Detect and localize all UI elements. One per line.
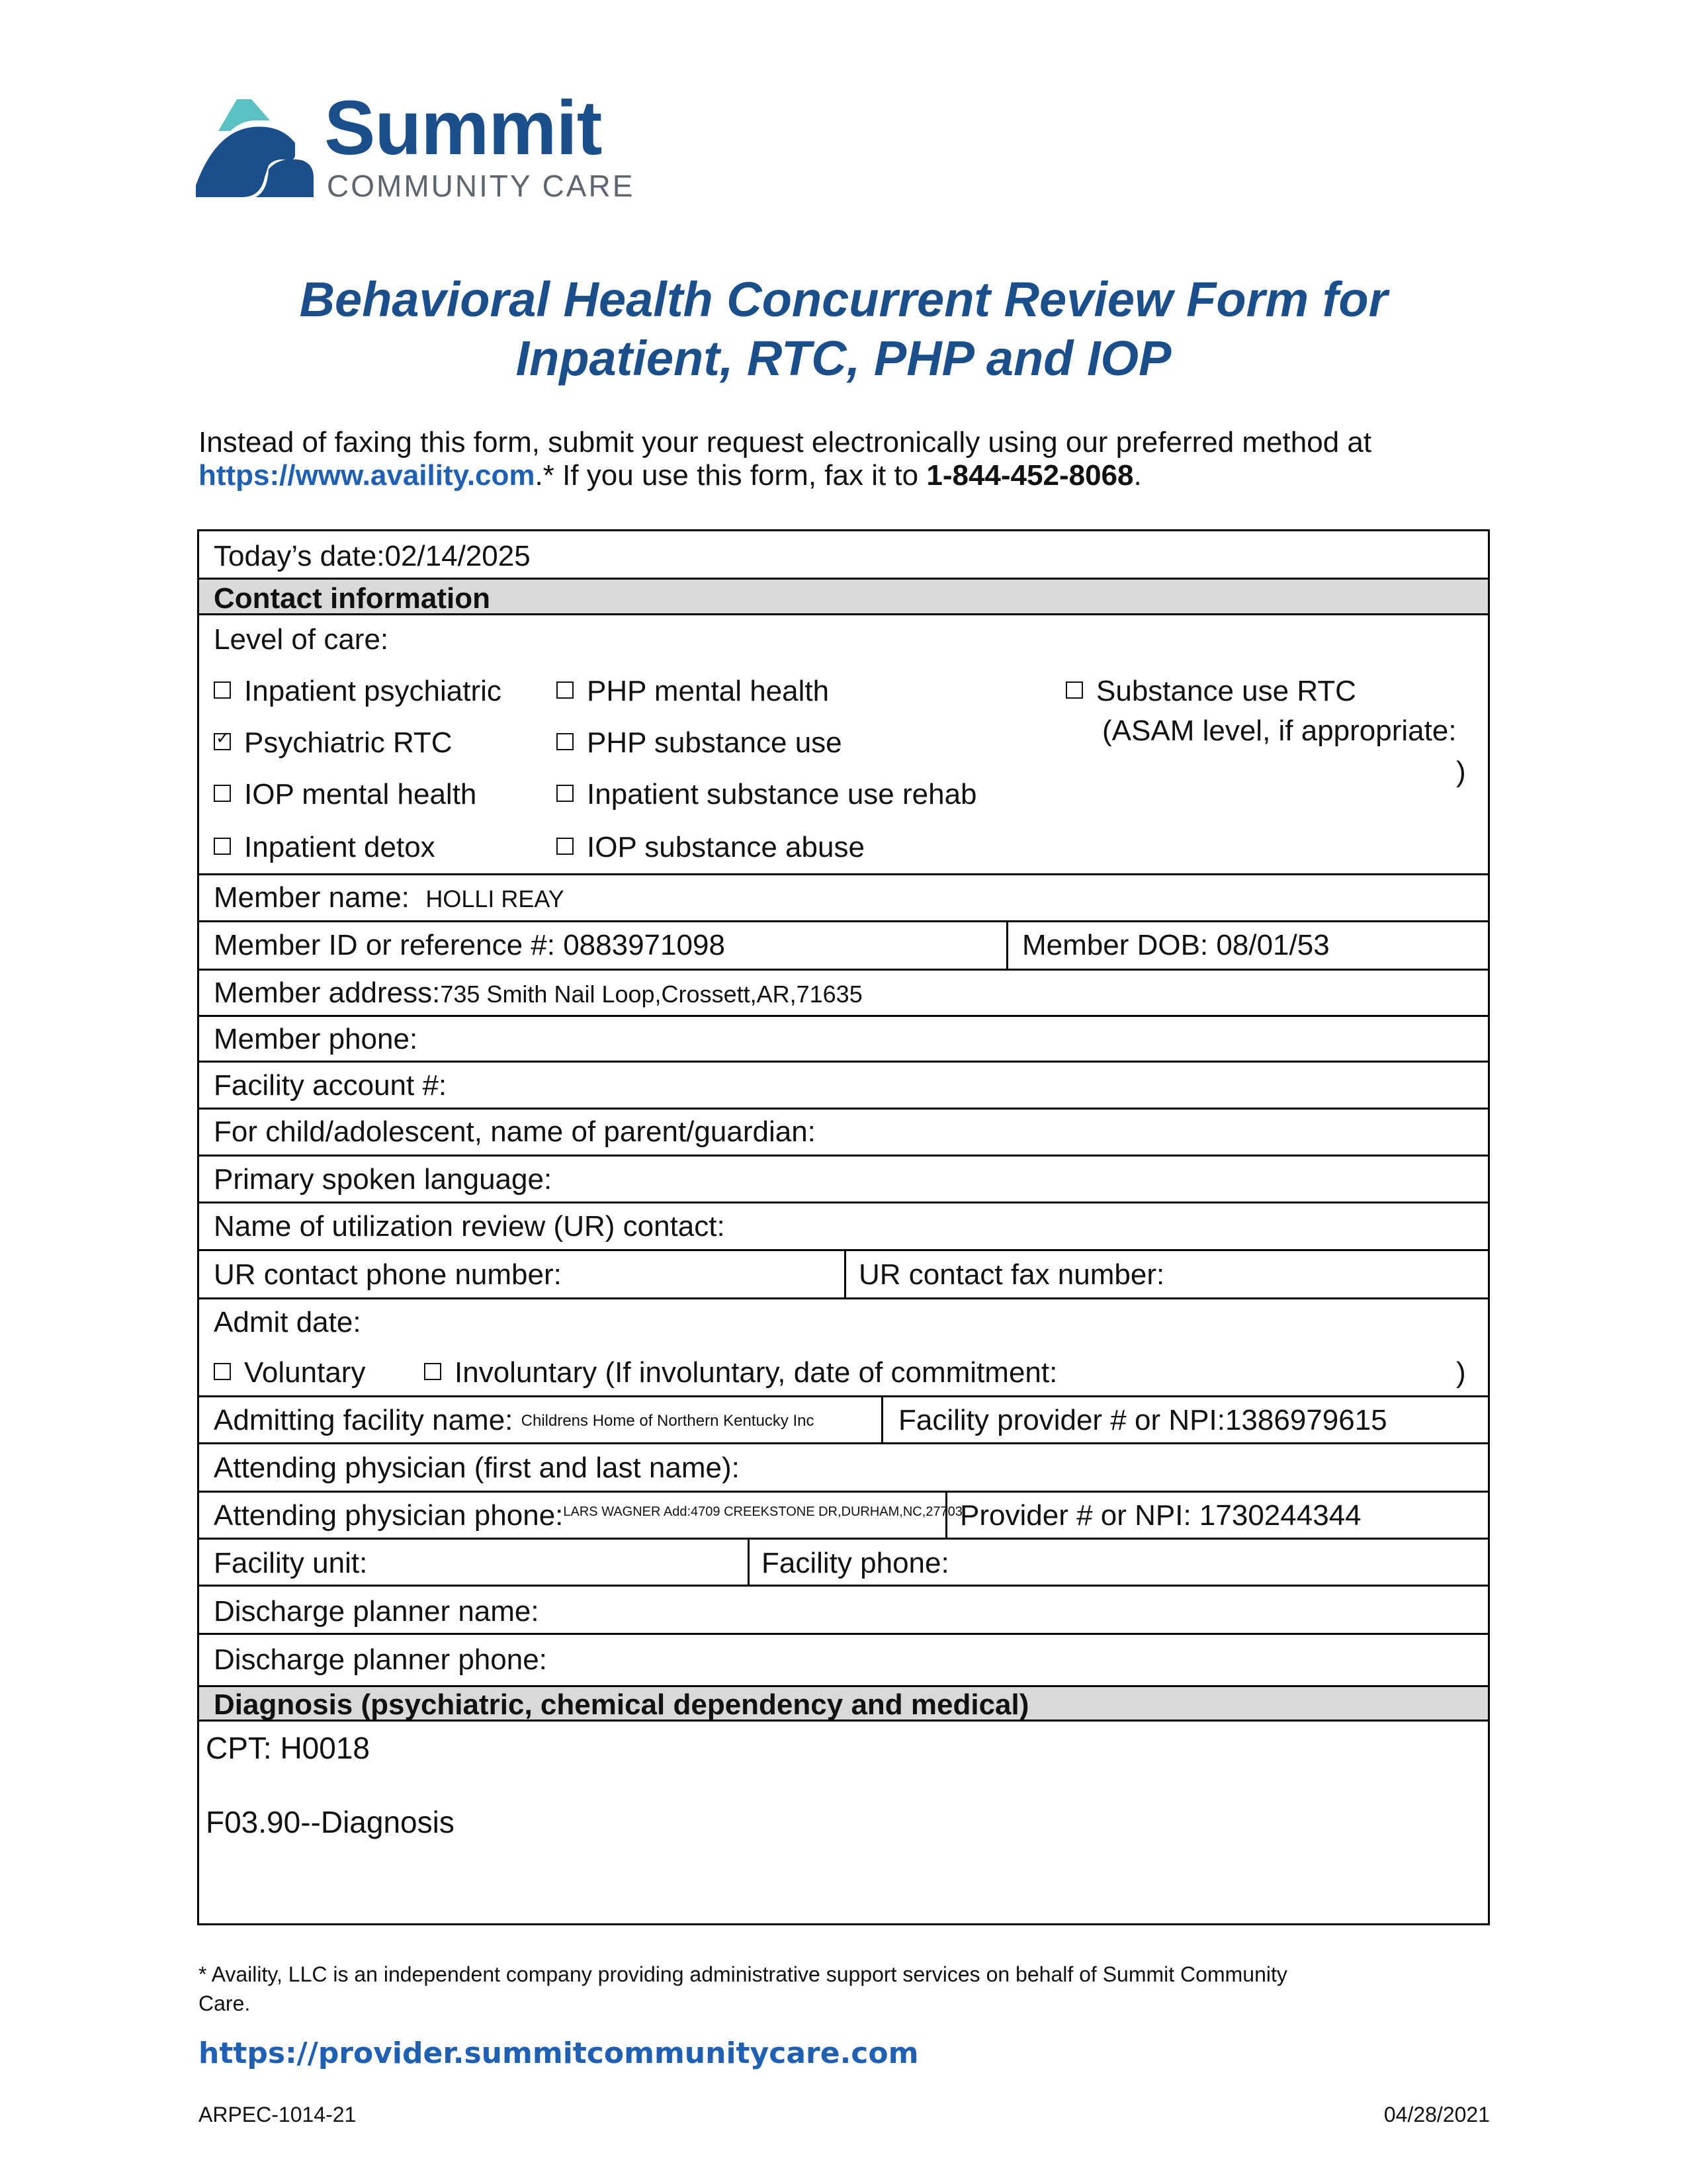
member-address-value[interactable]: 735 Smith Nail Loop,Crossett,AR,71635	[440, 981, 863, 1008]
form-date: 04/28/2021	[1383, 2103, 1490, 2126]
member-name-row	[214, 883, 564, 912]
attending-phone-label: Attending physician phone:	[214, 1499, 564, 1532]
member-name-value[interactable]: HOLLI REAY	[425, 885, 564, 912]
checkbox[interactable]	[214, 1363, 231, 1380]
form-title-line1: Behavioral Health Concurrent Review Form for	[299, 272, 1388, 327]
member-dob-row	[1022, 931, 1330, 960]
logo	[196, 99, 315, 198]
option-substance-use-rtc[interactable]	[1066, 677, 1356, 706]
diagnosis-header: Diagnosis (psychiatric, chemical dependency and medical)	[214, 1688, 1029, 1721]
involuntary-close: )	[1456, 1356, 1466, 1389]
facility-account-label: Facility account #:	[214, 1069, 447, 1102]
checkbox-checked[interactable]	[214, 733, 231, 750]
level-of-care-label: Level of care:	[214, 623, 389, 656]
member-phone-label: Member phone:	[214, 1023, 418, 1055]
option-iop-substance-abuse[interactable]	[556, 833, 865, 862]
member-address-row	[214, 979, 863, 1008]
logo-wordmark: Summit	[324, 85, 602, 171]
admit-date-label: Admit date:	[214, 1306, 361, 1338]
option-involuntary[interactable]	[424, 1358, 1057, 1387]
language-label: Primary spoken language:	[214, 1163, 552, 1196]
member-id-value[interactable]: 0883971098	[563, 929, 725, 961]
checkbox[interactable]	[556, 785, 574, 802]
ur-fax-label: UR contact fax number:	[859, 1258, 1165, 1291]
guardian-label: For child/adolescent, name of parent/guardian:	[214, 1115, 816, 1148]
checkbox[interactable]	[556, 838, 574, 855]
summit-mountain-icon	[196, 99, 315, 198]
diagnosis-code[interactable]: F03.90--Diagnosis	[206, 1805, 454, 1839]
todays-date-value[interactable]: 02/14/2025	[384, 540, 531, 572]
discharge-name-label: Discharge planner name:	[214, 1595, 539, 1628]
footnote-line1: * Availity, LLC is an independent company providing administrative support services on behalf of Summit Community	[198, 1962, 1287, 1986]
ur-phone-label: UR contact phone number:	[214, 1258, 562, 1291]
checkbox[interactable]	[214, 785, 231, 802]
attending-name-label: Attending physician (first and last name):	[214, 1452, 740, 1484]
discharge-phone-label: Discharge planner phone:	[214, 1643, 547, 1676]
intro-mid-text: .* If you use this form, fax it to	[535, 459, 927, 492]
provider-npi-label: Provider # or NPI:	[960, 1499, 1191, 1532]
option-inpatient-detox[interactable]	[214, 833, 435, 862]
member-dob-label: Member DOB:	[1022, 929, 1209, 961]
checkbox[interactable]	[556, 733, 574, 750]
option-label: PHP substance use	[587, 726, 842, 759]
asam-close: )	[1456, 756, 1466, 788]
option-label: IOP mental health	[244, 778, 477, 810]
provider-npi-row	[960, 1501, 1362, 1530]
asam-note: (ASAM level, if appropriate:	[1102, 715, 1457, 747]
logo-subtitle: COMMUNITY CARE	[327, 169, 635, 203]
facility-npi-row	[898, 1406, 1387, 1435]
intro-line2	[198, 460, 1142, 491]
attending-phone-row	[214, 1501, 963, 1530]
option-label: Inpatient detox	[244, 831, 435, 863]
option-label: IOP substance abuse	[587, 831, 865, 863]
admitting-facility-row	[214, 1406, 814, 1435]
checkbox[interactable]	[556, 681, 574, 699]
option-label: Inpatient psychiatric	[244, 675, 501, 707]
option-inpatient-psychiatric[interactable]	[214, 677, 501, 706]
footnote-line2: Care.	[198, 1991, 251, 2015]
todays-date-label: Today’s date:	[214, 540, 385, 572]
option-label: Substance use RTC	[1096, 675, 1356, 707]
member-id-row	[214, 931, 725, 960]
member-dob-value[interactable]: 08/01/53	[1216, 929, 1330, 961]
provider-npi-value[interactable]: 1730244344	[1199, 1499, 1362, 1532]
todays-date-row	[214, 542, 531, 571]
admitting-facility-label: Admitting facility name:	[214, 1404, 513, 1436]
option-label: Inpatient substance use rehab	[587, 778, 977, 810]
intro-line1: Instead of faxing this form, submit your request electronically using our preferred method at	[198, 426, 1372, 459]
provider-link[interactable]: https://provider.summitcommunitycare.com	[198, 2036, 919, 2070]
cpt-code[interactable]: CPT: H0018	[206, 1731, 370, 1765]
facility-npi-label: Facility provider # or NPI:	[898, 1404, 1225, 1436]
option-php-substance-use[interactable]	[556, 728, 842, 758]
facility-unit-label: Facility unit:	[214, 1547, 368, 1579]
checkbox[interactable]	[214, 681, 231, 699]
checkbox[interactable]	[424, 1363, 441, 1380]
option-php-mental-health[interactable]	[556, 677, 829, 706]
availity-link[interactable]: https://www.availity.com	[198, 459, 535, 492]
checkbox[interactable]	[214, 838, 231, 855]
option-label: Psychiatric RTC	[244, 726, 453, 759]
option-psychiatric-rtc[interactable]	[214, 728, 453, 758]
option-voluntary[interactable]	[214, 1358, 365, 1387]
form-code: ARPEC-1014-21	[198, 2103, 357, 2126]
member-name-label: Member name:	[214, 881, 410, 914]
admitting-facility-value[interactable]: Childrens Home of Northern Kentucky Inc	[521, 1412, 814, 1430]
checkbox[interactable]	[1066, 681, 1083, 699]
fax-number: 1-844-452-8068	[926, 459, 1134, 492]
ur-contact-label: Name of utilization review (UR) contact:	[214, 1210, 725, 1243]
facility-npi-value[interactable]: 1386979615	[1225, 1404, 1387, 1436]
facility-phone-label: Facility phone:	[761, 1547, 949, 1579]
option-iop-mental-health[interactable]	[214, 780, 476, 809]
option-label: Involuntary (If involuntary, date of commitment:	[454, 1356, 1058, 1389]
intro-end: .	[1133, 459, 1142, 492]
option-label: Voluntary	[244, 1356, 366, 1389]
contact-info-header: Contact information	[214, 582, 490, 615]
option-label: PHP mental health	[587, 675, 830, 707]
member-id-label: Member ID or reference #:	[214, 929, 555, 961]
member-address-label: Member address:	[214, 977, 441, 1009]
option-inpatient-substance-rehab[interactable]	[556, 780, 977, 809]
attending-phone-value[interactable]: LARS WAGNER Add:4709 CREEKSTONE DR,DURHAM,NC,27703	[563, 1505, 963, 1519]
form-title-line2: Inpatient, RTC, PHP and IOP	[515, 331, 1172, 386]
review-form	[197, 529, 1490, 1925]
